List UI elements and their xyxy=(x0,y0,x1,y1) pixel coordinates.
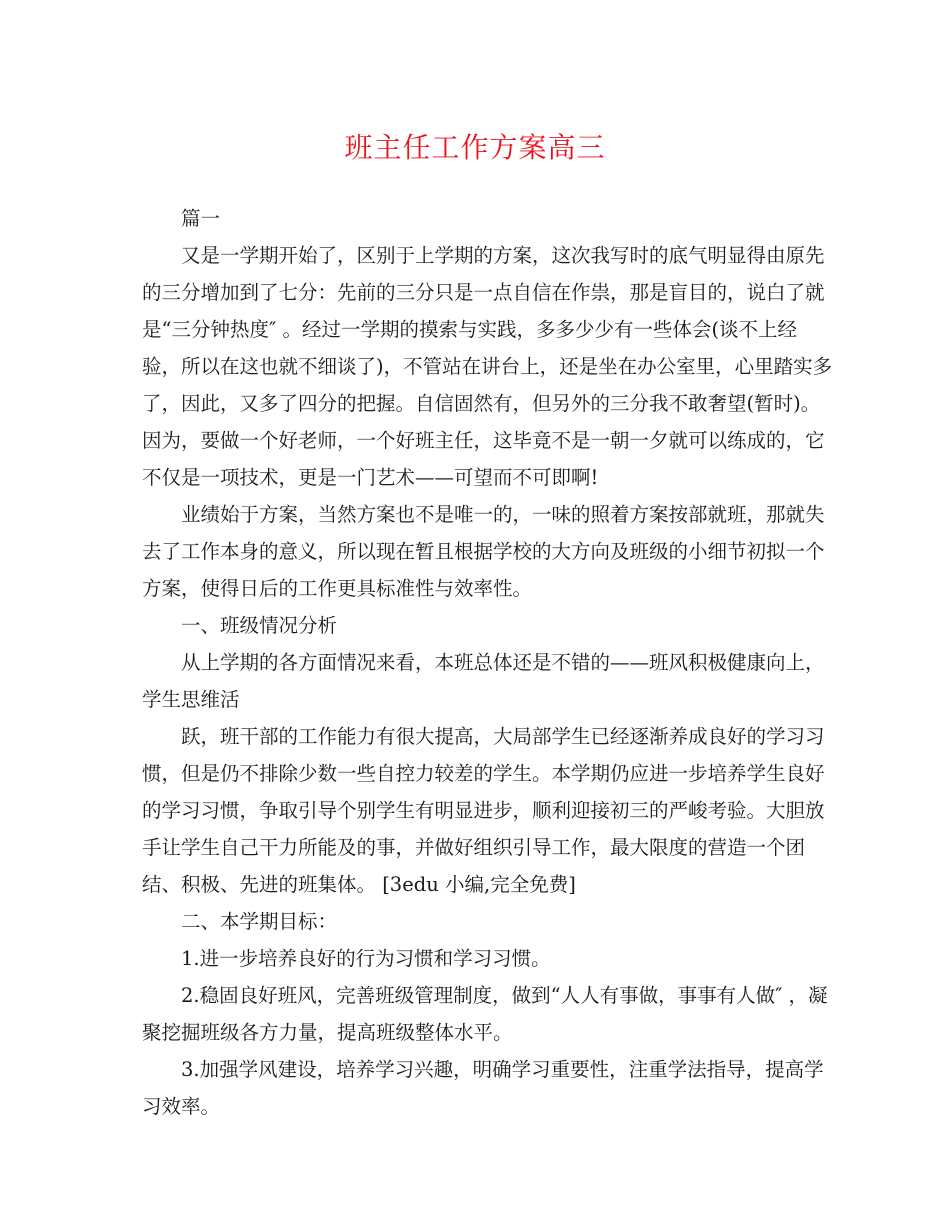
text-line: 习效率。 xyxy=(142,1095,221,1118)
text-line: 又是一学期开始了，区别于上学期的方案，这次我写时的底气明显得由原先 xyxy=(181,244,825,267)
list-item: 1.进一步培养良好的行为习惯和学习习惯。 xyxy=(181,947,551,970)
text-line: 了，因此，又多了四分的把握。自信固然有，但另外的三分我不敢奢望(暂时)。 xyxy=(142,392,821,415)
text-line: 聚挖掘班级各方力量，提高班级整体水平。 xyxy=(142,1021,513,1044)
document-title: 班主任工作方案高三 xyxy=(344,131,606,164)
text-line: 的三分增加到了七分：先前的三分只是一点自信在作祟，那是盲目的，说白了就 xyxy=(142,281,825,304)
text-line: 的学习习惯，争取引导个别学生有明显进步，顺利迎接初三的严峻考验。大胆放 xyxy=(142,799,825,822)
list-item: 2.稳固良好班风，完善班级管理制度，做到“人人有事做，事事有人做″ ，凝 xyxy=(181,984,828,1007)
text-line: 结、积极、先进的班集体。 [3edu 小编,完全免费] xyxy=(142,873,576,896)
text-line: 跃，班干部的工作能力有很大提高，大局部学生已经逐渐养成良好的学习习 xyxy=(181,725,825,748)
text-line: 业绩始于方案，当然方案也不是唯一的，一味的照着方案按部就班，那就失 xyxy=(181,503,825,526)
text-line: 手让学生自己干力所能及的事，并做好组织引导工作，最大限度的营造一个团 xyxy=(142,836,806,859)
text-line: 惯，但是仍不排除少数一些自控力较差的学生。本学期仍应进一步培养学生良好 xyxy=(142,762,825,785)
text-line: 从上学期的各方面情况来看，本班总体还是不错的——班风积极健康向上， xyxy=(181,651,825,674)
text-line: 不仅是一项技术，更是一门艺术——可望而不可即啊! xyxy=(142,466,599,489)
text-line: 是“三分钟热度″ 。经过一学期的摸索与实践，多多少少有一些体会(谈不上经 xyxy=(142,318,798,341)
section-heading: 二、本学期目标： xyxy=(181,910,338,933)
text-line: 学生思维活 xyxy=(142,688,240,711)
text-line: 方案，使得日后的工作更具标准性与效率性。 xyxy=(142,577,533,600)
section-heading: 一、班级情况分析 xyxy=(181,614,338,637)
text-line: 去了工作本身的意义，所以现在暂且根据学校的大方向及班级的小细节初拟一个 xyxy=(142,540,825,563)
text-line: 验，所以在这也就不细谈了)，不管站在讲台上，还是坐在办公室里，心里踏实多 xyxy=(142,355,833,378)
document-body xyxy=(142,200,833,1125)
list-item: 3.加强学风建设，培养学习兴趣，明确学习重要性，注重学法指导，提高学 xyxy=(181,1058,824,1081)
text-line: 因为，要做一个好老师，一个好班主任，这毕竟不是一朝一夕就可以练成的，它 xyxy=(142,429,825,452)
text-line: 篇一 xyxy=(181,207,221,230)
